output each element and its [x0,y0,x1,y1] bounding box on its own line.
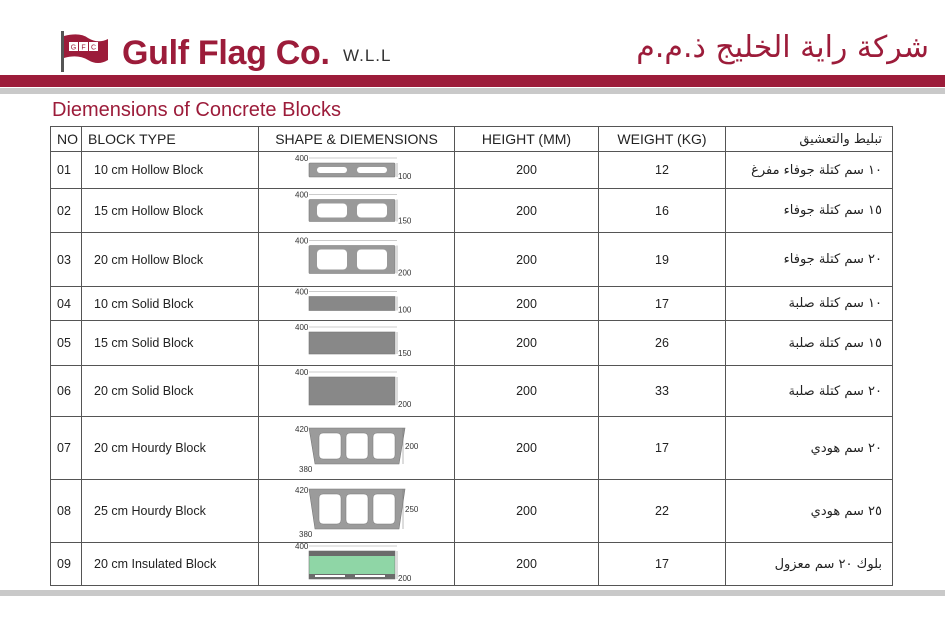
dim-side-label: 100 [398,172,412,181]
hollow-cell [357,204,387,218]
cell-no: 01 [51,152,82,189]
cell-block-type: 20 cm Insulated Block [82,543,259,586]
page-title: Diemensions of Concrete Blocks [52,99,342,121]
block-diagram [259,321,455,365]
cell-block-type: 20 cm Hollow Block [82,233,259,287]
cell-arabic: ٢٠ سم كتلة صلبة [726,366,893,417]
dim-side-label: 100 [398,305,412,315]
dim-top-label: 420 [295,425,309,434]
hollow-cell [357,167,387,173]
insulated-slot [315,575,345,577]
table-row [51,189,893,233]
cell-no: 07 [51,417,82,480]
block-diagram [259,152,455,188]
header-shape: SHAPE & DIEMENSIONS [259,127,455,152]
table-row [51,321,893,366]
hourdy-cell [373,433,395,459]
brand-name-arabic: شركة راية الخليج ذ.م.م [636,30,929,65]
dim-bottom-label: 380 [299,530,313,539]
cell-arabic: ٢٠ سم كتلة جوفاء [726,233,893,287]
cell-no: 08 [51,480,82,543]
header-no: NO [51,127,82,152]
cell-weight: 26 [599,321,726,366]
cell-weight: 16 [599,189,726,233]
table-row [51,543,893,586]
block-diagram [259,480,455,542]
cell-block-type: 15 cm Hollow Block [82,189,259,233]
cell-shape [259,233,455,287]
cell-shape [259,189,455,233]
cell-arabic: ٢٥ سم هودي [726,480,893,543]
cell-height: 200 [455,543,599,586]
block-diagram [259,189,455,232]
cell-weight: 17 [599,417,726,480]
cell-shape [259,366,455,417]
blocks-table [50,126,893,586]
cell-arabic: ٢٠ سم هودي [726,417,893,480]
cell-block-type: 20 cm Hourdy Block [82,417,259,480]
cell-height: 200 [455,480,599,543]
cell-arabic: ١٠ سم كتلة صلبة [726,287,893,321]
dim-top-label: 400 [295,190,309,200]
cell-height: 200 [455,321,599,366]
page-header [0,0,945,78]
cell-arabic: ١٥ سم كتلة جوفاء [726,189,893,233]
dim-side-label: 150 [398,349,412,358]
block-diagram [259,543,455,585]
header-weight: WEIGHT (KG) [599,127,726,152]
dim-side-label: 250 [405,505,419,514]
cell-shape [259,152,455,189]
cell-no: 05 [51,321,82,366]
flag-logo-icon [58,30,110,72]
table-row [51,152,893,189]
hourdy-cell [346,433,368,459]
brand-name: Gulf Flag Co. [122,34,330,72]
cell-no: 03 [51,233,82,287]
hourdy-cell [346,494,368,524]
cell-no: 04 [51,287,82,321]
solid-block-body [309,377,395,405]
cell-weight: 17 [599,543,726,586]
cell-shape [259,480,455,543]
hollow-cell [317,204,347,218]
dim-side-label: 200 [398,400,412,409]
header-rule-maroon [0,75,945,87]
cell-arabic: بلوك ٢٠ سم معزول [726,543,893,586]
cell-weight: 22 [599,480,726,543]
insulated-slot [355,575,385,577]
footer-rule [0,590,945,596]
logo-letter-1: G [70,44,77,52]
dim-top-label: 400 [295,236,309,246]
dim-top-label: 400 [295,154,309,163]
hollow-cell [317,167,347,173]
header-block-type: BLOCK TYPE [82,127,259,152]
block-diagram [259,366,455,416]
logo-letter-3: C [90,44,97,52]
dim-side-label: 200 [398,574,412,583]
cell-height: 200 [455,287,599,321]
cell-arabic: ١٠ سم كتلة جوفاء مفرغ [726,152,893,189]
cell-block-type: 20 cm Solid Block [82,366,259,417]
cell-block-type: 25 cm Hourdy Block [82,480,259,543]
dim-side-label: 200 [398,268,412,278]
brand-suffix: W.L.L [343,46,392,65]
dim-bottom-label: 380 [299,465,313,474]
hollow-cell [357,250,387,270]
cell-block-type: 15 cm Solid Block [82,321,259,366]
cell-no: 06 [51,366,82,417]
table-row [51,287,893,321]
logo-letter-2: F [81,44,86,52]
block-diagram [259,233,455,286]
table-row [51,366,893,417]
cell-weight: 33 [599,366,726,417]
hollow-cell [317,250,347,270]
cell-weight: 19 [599,233,726,287]
dim-side-label: 150 [398,216,412,226]
insulated-shell-top [309,551,395,556]
solid-block-body [309,332,395,354]
cell-weight: 17 [599,287,726,321]
cell-shape [259,543,455,586]
cell-block-type: 10 cm Solid Block [82,287,259,321]
cell-shape [259,417,455,480]
table-row [51,480,893,543]
solid-block-body [309,297,395,311]
hourdy-cell [319,494,341,524]
header-height: HEIGHT (MM) [455,127,599,152]
hourdy-cell [373,494,395,524]
table-row [51,417,893,480]
table-row [51,233,893,287]
cell-height: 200 [455,417,599,480]
cell-height: 200 [455,152,599,189]
dim-top-label: 400 [295,543,309,551]
cell-shape [259,287,455,321]
cell-height: 200 [455,233,599,287]
cell-no: 09 [51,543,82,586]
dim-top-label: 400 [295,287,309,297]
header-arabic: تبليط والتعشيق [726,127,893,152]
table-header-row [51,127,893,152]
cell-arabic: ١٥ سم كتلة صلبة [726,321,893,366]
cell-weight: 12 [599,152,726,189]
dim-side-label: 200 [405,442,419,451]
cell-block-type: 10 cm Hollow Block [82,152,259,189]
block-diagram [259,287,455,320]
cell-height: 200 [455,189,599,233]
cell-no: 02 [51,189,82,233]
dim-top-label: 400 [295,323,309,332]
cell-height: 200 [455,366,599,417]
hourdy-cell [319,433,341,459]
header-rule-grey [0,88,945,94]
cell-shape [259,321,455,366]
block-diagram [259,417,455,479]
dim-top-label: 400 [295,368,309,377]
dim-top-label: 420 [295,486,309,495]
